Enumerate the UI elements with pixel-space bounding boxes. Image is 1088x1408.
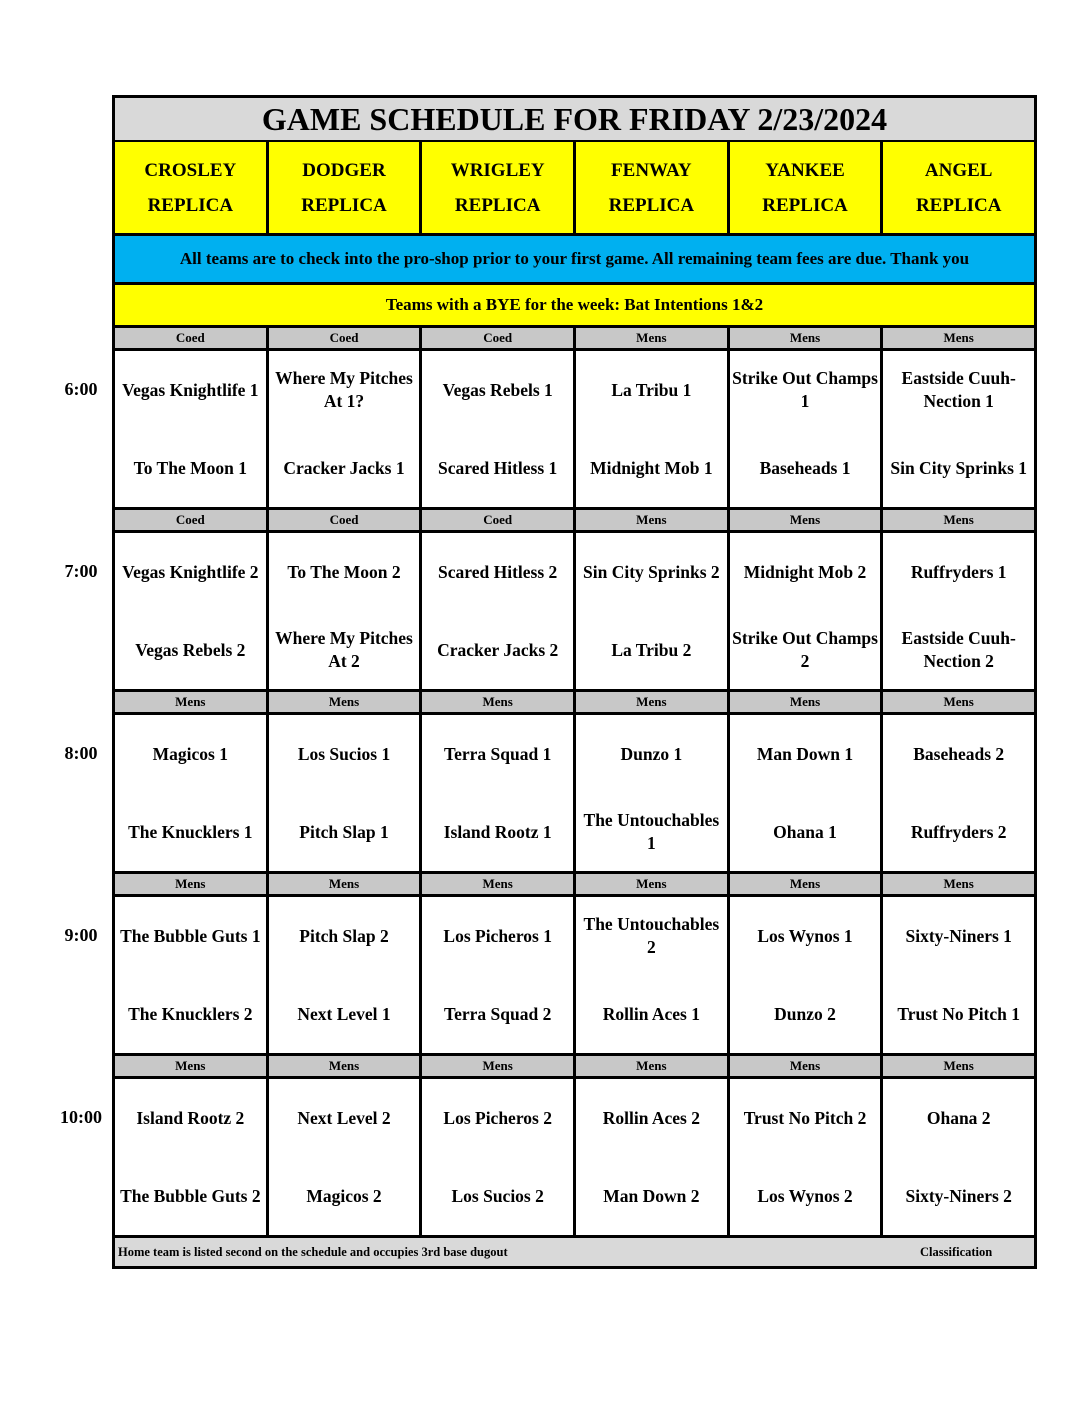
- home-team: Pitch Slap 1: [299, 821, 389, 842]
- game-cell: [269, 715, 423, 871]
- classification-cell: Mens: [730, 328, 884, 348]
- game-cell: [576, 351, 730, 507]
- away-team: Pitch Slap 2: [299, 925, 389, 946]
- game-cell: [422, 715, 576, 871]
- classification-cell: Coed: [422, 328, 576, 348]
- field-type: REPLICA: [301, 194, 387, 216]
- games-row: [115, 715, 1034, 874]
- away-team: Baseheads 2: [913, 743, 1005, 764]
- home-team: Baseheads 1: [759, 457, 851, 478]
- home-team: Magicos 2: [306, 1185, 382, 1206]
- game-cell: [576, 897, 730, 1053]
- away-team: The Untouchables 2: [583, 914, 720, 957]
- away-team: Trust No Pitch 2: [743, 1107, 867, 1128]
- away-team: La Tribu 1: [611, 379, 692, 400]
- classification-row: [115, 328, 1034, 351]
- away-team: Rollin Aces 2: [602, 1107, 700, 1128]
- home-team: Ohana 1: [773, 821, 837, 842]
- classification-row: [115, 874, 1034, 897]
- away-team: Dunzo 1: [620, 743, 683, 764]
- home-team: Next Level 1: [297, 1003, 391, 1024]
- field-header-dodger: [269, 142, 423, 233]
- classification-cell: Mens: [883, 874, 1034, 894]
- game-cell: [730, 1079, 884, 1235]
- home-team-note: Home team is listed second on the schedule and occupies 3rd base dugout: [118, 1245, 508, 1259]
- game-cell: [576, 533, 730, 689]
- classification-cell: Mens: [422, 692, 576, 712]
- classification-cell: Mens: [269, 1056, 423, 1076]
- game-cell: [730, 351, 884, 507]
- game-cell: [115, 533, 269, 689]
- away-team: Los Picheros 1: [443, 925, 552, 946]
- game-cell: [269, 533, 423, 689]
- classification-cell: Coed: [422, 510, 576, 530]
- away-team: Ruffryders 1: [910, 561, 1007, 582]
- home-team: The Bubble Guts 2: [120, 1185, 261, 1206]
- classification-cell: Mens: [883, 1056, 1034, 1076]
- classification-cell: Coed: [269, 510, 423, 530]
- home-team: Rollin Aces 1: [602, 1003, 700, 1024]
- game-cell: [115, 351, 269, 507]
- away-team: Los Wynos 1: [757, 925, 853, 946]
- game-cell: [730, 533, 884, 689]
- classification-row: [115, 1056, 1034, 1079]
- home-team: La Tribu 2: [611, 639, 692, 660]
- away-team: Magicos 1: [152, 743, 228, 764]
- field-type: REPLICA: [147, 194, 234, 216]
- classification-cell: Coed: [269, 328, 423, 348]
- field-type: REPLICA: [608, 194, 695, 216]
- away-team: Midnight Mob 2: [743, 561, 867, 582]
- classification-cell: Mens: [883, 692, 1034, 712]
- classification-cell: Mens: [730, 692, 884, 712]
- field-header-crosley: [115, 142, 269, 233]
- field-name: DODGER: [302, 159, 386, 181]
- home-team: Los Wynos 2: [757, 1185, 853, 1206]
- game-cell: [730, 715, 884, 871]
- classification-cell: Mens: [269, 692, 423, 712]
- classification-cell: Mens: [730, 874, 884, 894]
- game-cell: [269, 1079, 423, 1235]
- games-row: [115, 533, 1034, 692]
- home-team: Man Down 2: [603, 1185, 700, 1206]
- classification-cell: Mens: [730, 510, 884, 530]
- time-label: 6:00: [64, 379, 98, 399]
- game-cell: [883, 1079, 1034, 1235]
- home-team: Island Rootz 1: [443, 821, 552, 842]
- field-name: WRIGLEY: [450, 159, 545, 181]
- schedule-table: [112, 95, 1037, 1269]
- classification-cell: Coed: [115, 510, 269, 530]
- home-team: Strike Out Champs 2: [732, 628, 878, 671]
- time-label: 9:00: [64, 925, 98, 945]
- classification-cell: Mens: [576, 874, 730, 894]
- page-title: GAME SCHEDULE FOR FRIDAY 2/23/2024: [115, 98, 1034, 142]
- classification-cell: Mens: [883, 328, 1034, 348]
- home-team: Cracker Jacks 1: [283, 457, 405, 478]
- games-row: [115, 897, 1034, 1056]
- home-team: Cracker Jacks 2: [437, 639, 559, 660]
- classification-cell: Mens: [115, 1056, 269, 1076]
- away-team: Island Rootz 2: [136, 1107, 245, 1128]
- bye-notice: Teams with a BYE for the week: Bat Intentions 1&2: [115, 285, 1034, 328]
- home-team: The Untouchables 1: [583, 810, 720, 853]
- game-cell: [883, 897, 1034, 1053]
- game-cell: [883, 715, 1034, 871]
- home-team: Where My Pitches At 2: [275, 628, 413, 671]
- away-team: Where My Pitches At 1?: [275, 368, 413, 411]
- home-team: The Knucklers 2: [128, 1003, 253, 1024]
- classification-cell: Mens: [422, 1056, 576, 1076]
- home-team: Dunzo 2: [774, 1003, 836, 1024]
- away-team: Man Down 1: [756, 743, 854, 764]
- classification-label: Classification: [920, 1245, 993, 1259]
- classification-cell: Mens: [576, 1056, 730, 1076]
- classification-row: [115, 510, 1034, 533]
- home-team: Los Sucios 2: [451, 1185, 544, 1206]
- field-header-fenway: [576, 142, 730, 233]
- away-team: Next Level 2: [297, 1107, 391, 1128]
- game-cell: [422, 1079, 576, 1235]
- away-team: Vegas Knightlife 2: [122, 561, 259, 582]
- home-team: Scared Hitless 1: [438, 457, 558, 478]
- footer: [115, 1238, 1034, 1266]
- home-team: Ruffryders 2: [910, 821, 1007, 842]
- classification-row: [115, 692, 1034, 715]
- classification-cell: Mens: [883, 510, 1034, 530]
- game-cell: [422, 897, 576, 1053]
- home-team: The Knucklers 1: [128, 821, 253, 842]
- classification-cell: Mens: [576, 328, 730, 348]
- away-team: Sin City Sprinks 2: [583, 561, 720, 582]
- game-cell: [115, 897, 269, 1053]
- classification-cell: Mens: [269, 874, 423, 894]
- away-team: Terra Squad 1: [444, 743, 552, 764]
- time-label: 7:00: [64, 561, 98, 581]
- field-name: YANKEE: [765, 159, 845, 181]
- field-header-angel: [883, 142, 1034, 233]
- home-team: Eastside Cuuh-Nection 2: [901, 628, 1016, 671]
- game-cell: [269, 351, 423, 507]
- time-label: 8:00: [64, 743, 98, 763]
- field-name: CROSLEY: [144, 159, 237, 181]
- field-header-yankee: [730, 142, 884, 233]
- away-team: Strike Out Champs 1: [732, 368, 878, 411]
- field-header-wrigley: [422, 142, 576, 233]
- game-cell: [115, 715, 269, 871]
- classification-cell: Mens: [730, 1056, 884, 1076]
- game-cell: [576, 715, 730, 871]
- away-team: Vegas Knightlife 1: [122, 379, 259, 400]
- classification-cell: Mens: [576, 692, 730, 712]
- field-type: REPLICA: [454, 194, 541, 216]
- field-name: FENWAY: [611, 159, 692, 181]
- home-team: Sixty-Niners 2: [905, 1185, 1012, 1206]
- classification-cell: Mens: [115, 692, 269, 712]
- classification-cell: Mens: [576, 510, 730, 530]
- classification-cell: Mens: [115, 874, 269, 894]
- away-team: Los Picheros 2: [443, 1107, 552, 1128]
- home-team: To The Moon 1: [133, 457, 247, 478]
- time-label: 10:00: [60, 1107, 102, 1127]
- home-team: Terra Squad 2: [444, 1003, 552, 1024]
- home-team: Midnight Mob 1: [590, 457, 713, 478]
- checkin-notice: All teams are to check into the pro-shop prior to your first game. All remaining team fees are due. Thank you: [115, 236, 1034, 285]
- away-team: The Bubble Guts 1: [120, 925, 261, 946]
- away-team: Ohana 2: [926, 1107, 991, 1128]
- home-team: Vegas Rebels 2: [135, 639, 246, 660]
- game-cell: [576, 1079, 730, 1235]
- field-type: REPLICA: [915, 194, 1002, 216]
- classification-cell: Mens: [422, 874, 576, 894]
- home-team: Trust No Pitch 1: [897, 1003, 1021, 1024]
- field-type: REPLICA: [762, 194, 848, 216]
- away-team: Eastside Cuuh-Nection 1: [901, 368, 1016, 411]
- away-team: To The Moon 2: [287, 561, 401, 582]
- games-row: [115, 1079, 1034, 1238]
- game-cell: [422, 533, 576, 689]
- game-cell: [883, 351, 1034, 507]
- game-cell: [115, 1079, 269, 1235]
- game-cell: [883, 533, 1034, 689]
- home-team: Sin City Sprinks 1: [890, 457, 1028, 478]
- games-row: [115, 351, 1034, 510]
- field-header-row: [115, 142, 1034, 236]
- game-cell: [269, 897, 423, 1053]
- game-cell: [422, 351, 576, 507]
- away-team: Scared Hitless 2: [438, 561, 558, 582]
- away-team: Sixty-Niners 1: [905, 925, 1012, 946]
- field-name: ANGEL: [924, 159, 993, 181]
- away-team: Los Sucios 1: [297, 743, 391, 764]
- away-team: Vegas Rebels 1: [442, 379, 553, 400]
- classification-cell: Coed: [115, 328, 269, 348]
- game-cell: [730, 897, 884, 1053]
